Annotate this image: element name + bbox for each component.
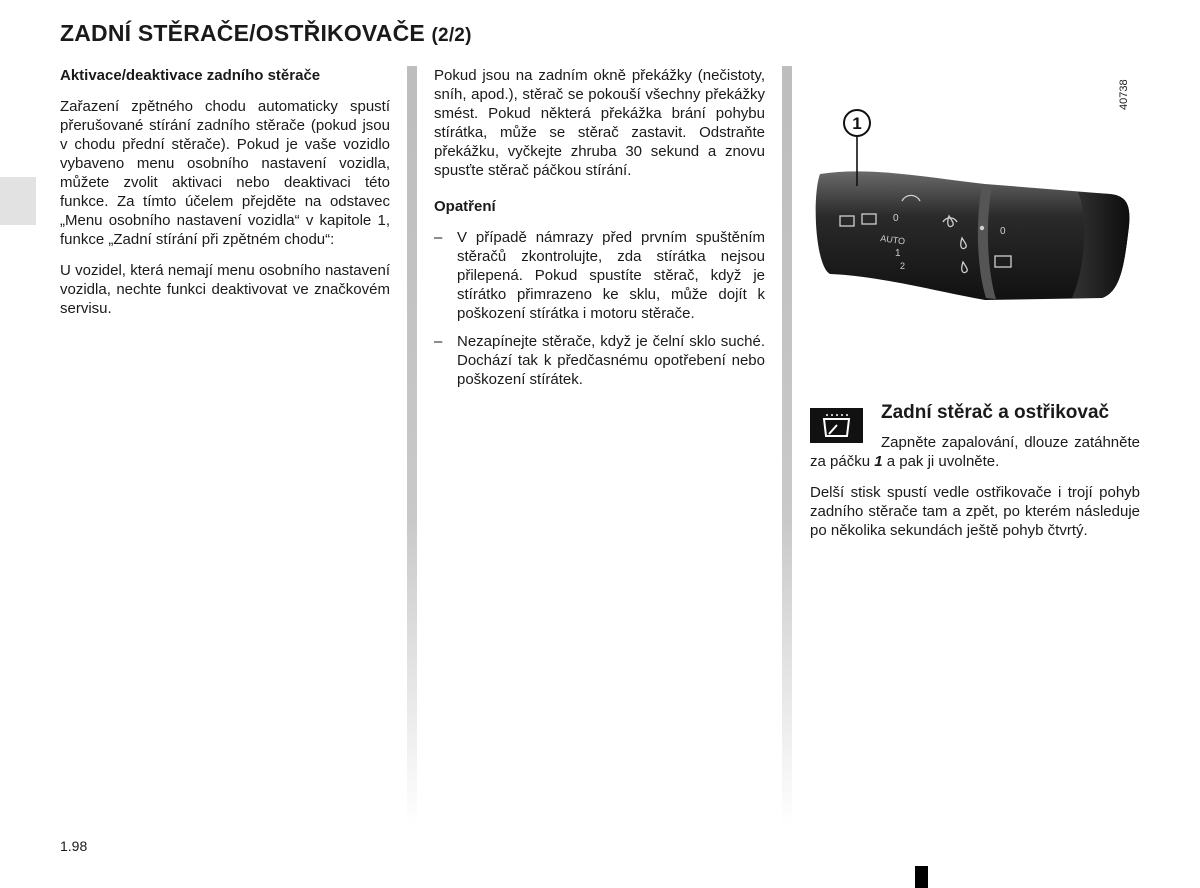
stalk-label-0: 0	[893, 213, 899, 224]
dash-bullet: –	[434, 333, 443, 350]
paragraph: U vozidel, která nemají menu osobního nastavení vozidla, nechte funkci deaktivovat ve značkovém servisu.	[60, 262, 390, 317]
column-right	[810, 433, 1140, 552]
column-left	[60, 66, 390, 330]
section-heading-rear-wiper-activation: Aktivace/deaktivace zadního stěrače	[60, 67, 321, 84]
list-item-text: Nezapínejte stěrače, když je čelní sklo suché. Dochází tak k předčasnému opotřebení nebo poškození stírátek.	[457, 333, 765, 388]
section-heading-precautions: Opatření	[434, 198, 496, 215]
text-run: Zapněte zapalování, dlouze zatáhněte za páčku	[810, 434, 1140, 470]
column-divider	[407, 66, 417, 826]
paragraph: Delší stisk spustí vedle ostřikovače i trojí pohyb zadního stěrače tam a zpět, po kterém následuje po několika sekundách ještě pohyb čtvrtý.	[810, 484, 1140, 539]
column-divider	[782, 66, 792, 826]
paragraph: Pokud jsou na zadním okně překážky (nečistoty, sníh, apod.), stěrač se pokouší všechny překážky smést. Pokud některá překážka brání pohybu stírátka, může se stěrač zastavit. Odstraňte překážku, vyčkejte zhruba 30 sekund a znovu spusťte stěrač páčkou stírání.	[434, 67, 765, 179]
wiper-stalk-illustration	[810, 66, 1140, 366]
column-middle	[434, 66, 765, 398]
stalk-label-2: 2	[900, 261, 906, 271]
paragraph: Zařazení zpětného chodu automaticky spustí přerušované stírání zadního stěrače (pokud jsou v chodu přední stěrače). Pokud je vaše vozidlo vybaveno menu osobního nastavení vozidla, můžete zvolit aktivaci nebo deaktivaci této funkce. Za tímto účelem přejděte na odstavec „Menu osobního nastavení vozidla“ v kapitole 1, funkce „Zadní stírání při zpětném chodu“:	[60, 98, 390, 248]
section-heading-rear-wiper-washer: Zadní stěrač a ostřikovač	[881, 402, 1110, 423]
chapter-tab	[0, 177, 36, 225]
text-run: a pak ji uvolněte.	[882, 453, 1000, 470]
page-edge-marker	[915, 866, 928, 888]
callout-number: 1	[852, 114, 862, 133]
list-item	[434, 228, 765, 323]
page-number: 1.98	[60, 838, 88, 854]
ring-dot	[980, 226, 984, 230]
list-item	[434, 332, 765, 389]
ring-label-0: 0	[1000, 226, 1006, 237]
stalk-label-auto: AUTO	[879, 233, 906, 247]
page-title	[60, 20, 472, 47]
figure-reference-number: 40738	[1118, 79, 1130, 110]
list-item-text: V případě námrazy před prvním spuštěním stěračů zkontrolujte, zda stírátka nejsou přilepená. Pokud spustíte stěrač, když je stírátko přimrazeno ke sklu, může dojít k poškození stírátka i motoru stěrače.	[457, 229, 765, 322]
paragraph	[810, 433, 1140, 471]
page-title-text: ZADNÍ STĚRAČE/OSTŘIKOVAČE	[60, 20, 425, 46]
lever-reference: 1	[874, 453, 883, 470]
dash-bullet: –	[434, 229, 443, 246]
stalk-label-1: 1	[895, 248, 901, 259]
page-title-part: (2/2)	[431, 25, 472, 46]
